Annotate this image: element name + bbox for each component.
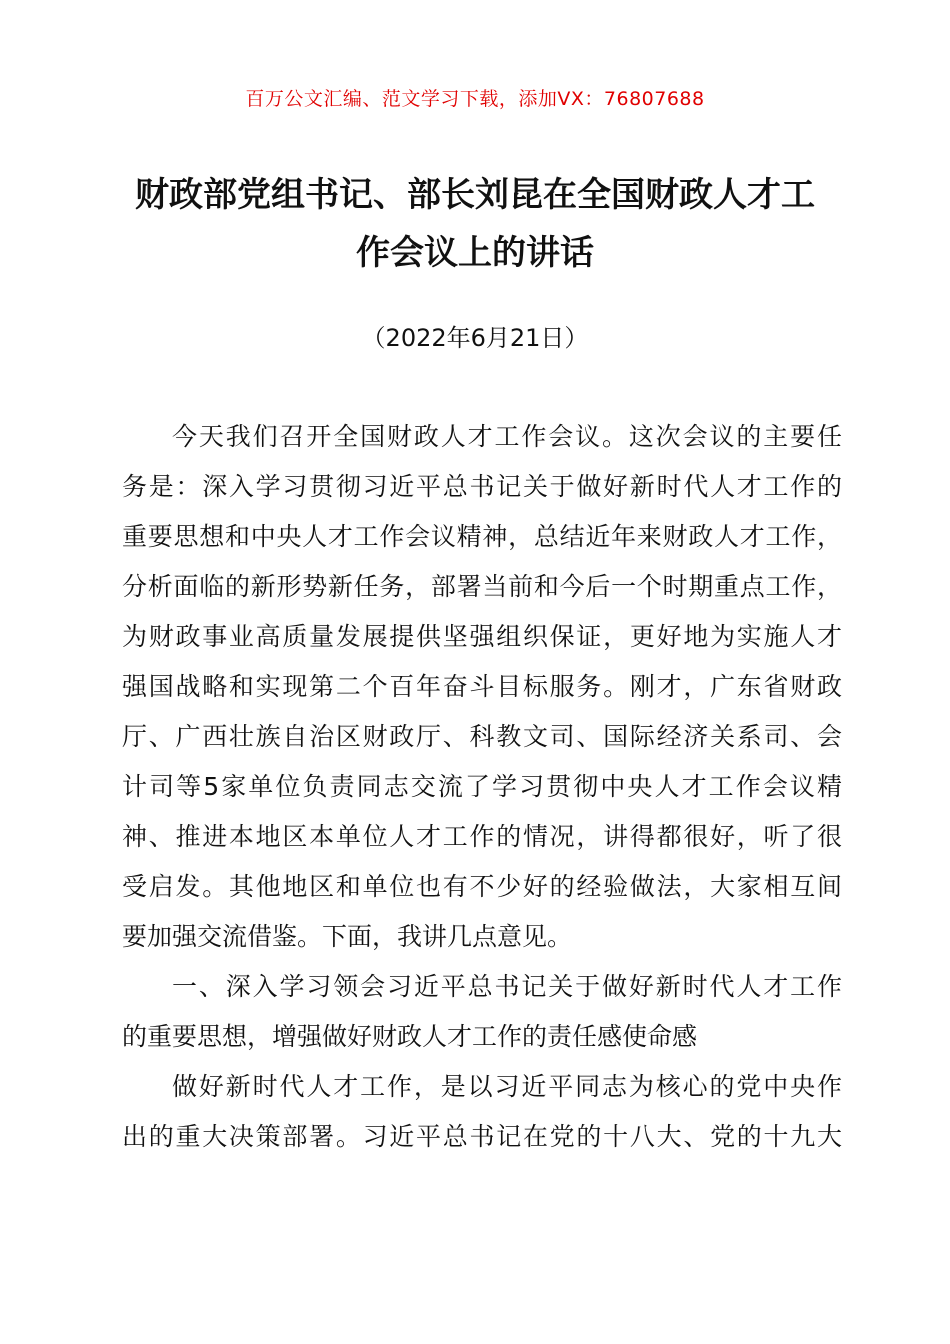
text-line: 神、推进本地区本单位人才工作的情况，讲得都很好，听了很 <box>122 822 842 851</box>
promo-banner: 百万公文汇编、范文学习下载，添加VX：76807688 <box>245 88 705 110</box>
section-heading-line: 一、深入学习领会习近平总书记关于做好新时代人才工作 <box>172 972 842 1001</box>
title-line: 财政部党组书记、部长刘昆在全国财政人才工 <box>135 175 815 215</box>
text-line: 为财政事业高质量发展提供坚强组织保证，更好地为实施人才 <box>122 622 842 651</box>
text-line: 强国战略和实现第二个百年奋斗目标服务。刚才，广东省财政 <box>122 672 842 701</box>
text-line: 厅、广西壮族自治区财政厅、科教文司、国际经济关系司、会 <box>122 722 842 751</box>
document-body <box>122 412 842 1162</box>
text-line: 今天我们召开全国财政人才工作会议。这次会议的主要任 <box>172 422 842 451</box>
text-line: 出的重大决策部署。习近平总书记在党的十八大、党的十九大 <box>122 1122 842 1151</box>
document-title <box>100 166 850 282</box>
document-date: （2022年6月21日） <box>361 324 589 352</box>
section-heading-line: 的重要思想，增强做好财政人才工作的责任感使命感 <box>122 1022 698 1051</box>
text-line: 重要思想和中央人才工作会议精神，总结近年来财政人才工作， <box>122 522 842 551</box>
title-line: 作会议上的讲话 <box>356 233 594 273</box>
text-line: 做好新时代人才工作，是以习近平同志为核心的党中央作 <box>172 1072 842 1101</box>
text-line: 务是：深入学习贯彻习近平总书记关于做好新时代人才工作的 <box>122 472 842 501</box>
text-line: 要加强交流借鉴。下面，我讲几点意见。 <box>122 922 573 951</box>
text-line: 计司等5家单位负责同志交流了学习贯彻中央人才工作会议精 <box>122 772 842 801</box>
text-line: 受启发。其他地区和单位也有不少好的经验做法，大家相互间 <box>122 872 842 901</box>
text-line: 分析面临的新形势新任务，部署当前和今后一个时期重点工作， <box>122 572 842 601</box>
